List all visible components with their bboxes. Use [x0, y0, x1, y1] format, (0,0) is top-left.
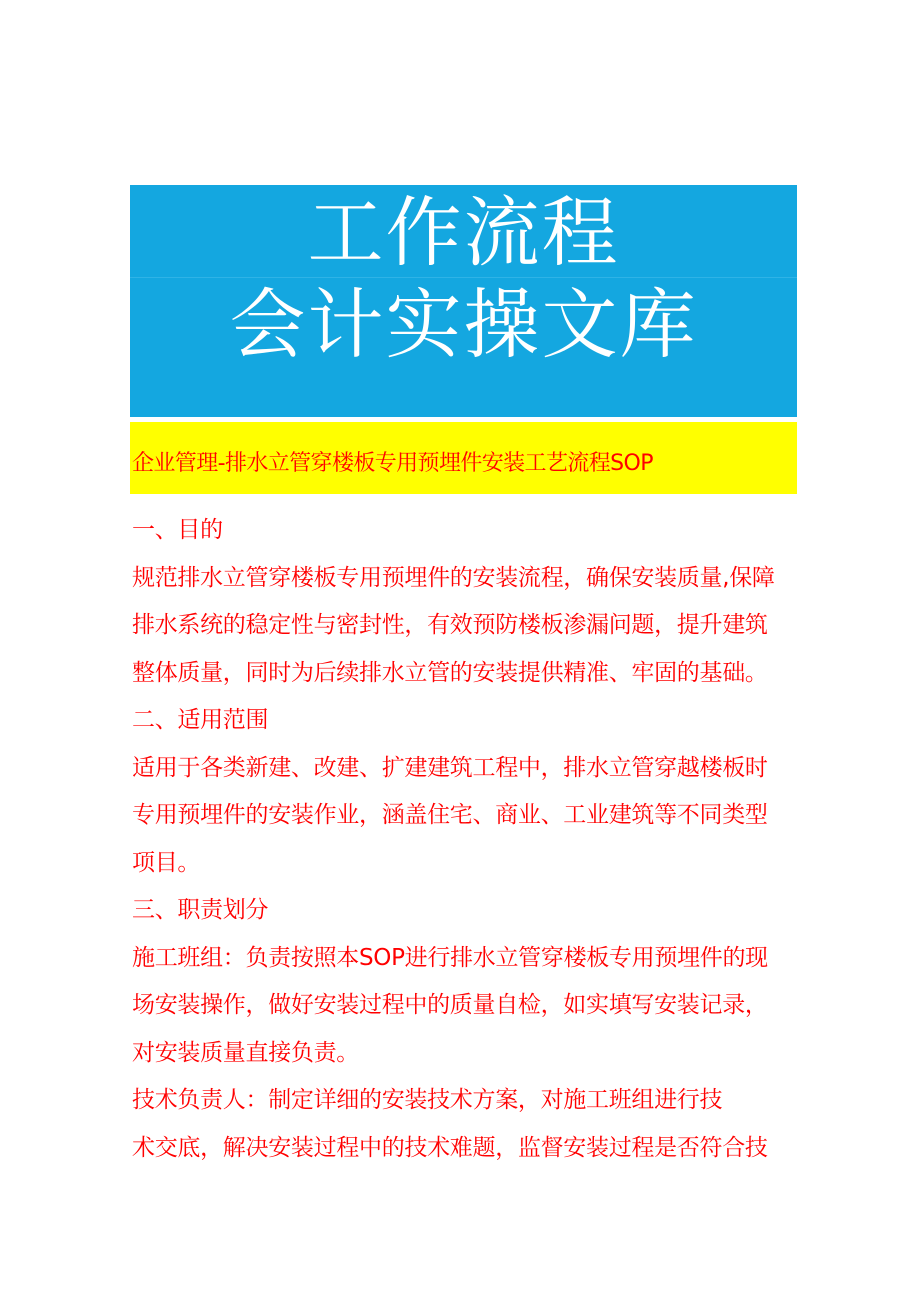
document-subtitle: 企业管理-排水立管穿楼板专用预埋件安装工艺流程SOP	[132, 451, 653, 476]
body-line: 技术负责人：制定详细的安装技术方案，对施工班组进行技	[132, 1087, 723, 1113]
banner-divider	[130, 277, 797, 278]
body-line: 规范排水立管穿楼板专用预埋件的安装流程，确保安装质量,保障	[132, 564, 775, 591]
body-line: 整体质量，同时为后续排水立管的安装提供精准、牢固的基础。	[132, 659, 768, 686]
body-line: 术交底，解决安装过程中的技术难题，监督安装过程是否符合技	[132, 1134, 768, 1161]
subtitle-bar	[130, 422, 797, 494]
body-line: 适用于各类新建、改建、扩建建筑工程中，排水立管穿越楼板时	[132, 754, 768, 781]
title-banner	[130, 185, 797, 417]
body-line: 施工班组：负责按照本SOP进行排水立管穿楼板专用预埋件的现	[132, 944, 768, 971]
section-heading-scope: 二、适用范围	[132, 707, 269, 733]
body-line: 项目。	[132, 849, 201, 876]
section-heading-purpose: 一、目的	[132, 517, 223, 543]
document-body	[132, 507, 797, 1172]
body-line: 专用预埋件的安装作业，涵盖住宅、商业、工业建筑等不同类型	[132, 802, 768, 828]
body-line: 对安装质量直接负责。	[132, 1039, 360, 1066]
banner-title-line-2: 会计实操文库	[229, 280, 698, 369]
banner-title-line-1: 工作流程	[307, 188, 620, 277]
body-line: 排水系统的稳定性与密封性，有效预防楼板渗漏问题，提升建筑	[132, 612, 768, 638]
body-line: 场安装操作，做好安装过程中的质量自检，如实填写安装记录，	[132, 992, 768, 1018]
section-heading-responsibilities: 三、职责划分	[132, 897, 269, 923]
